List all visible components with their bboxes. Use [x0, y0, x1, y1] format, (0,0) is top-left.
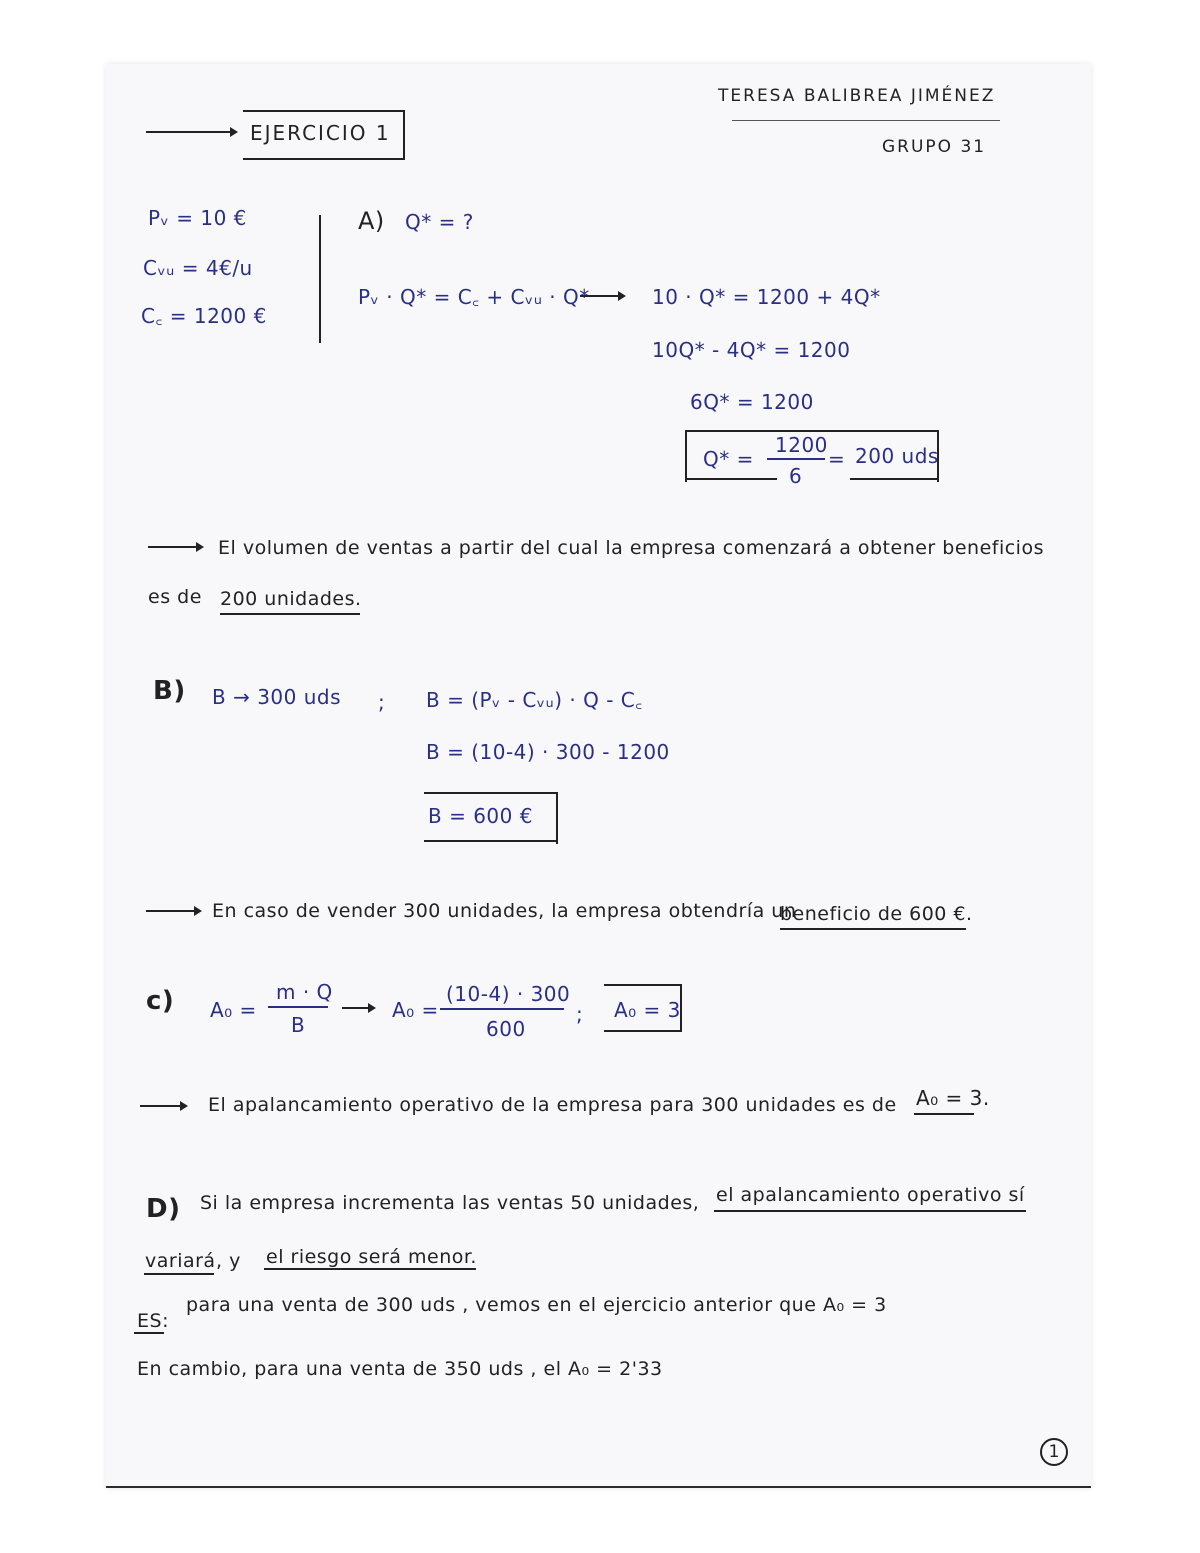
part-c-numerator: m · Q	[276, 980, 333, 1004]
fraction-bar	[767, 458, 825, 460]
part-b-result-box-right	[556, 792, 558, 844]
part-d-example-line-1: para una venta de 300 uds , vemos en el ejercicio anterior que A₀ = 3	[186, 1294, 887, 1316]
arrow-icon	[342, 1001, 376, 1015]
part-c-conclusion-highlight: A₀ = 3.	[916, 1086, 990, 1110]
part-d-line-2-highlight-a: variará	[145, 1250, 216, 1272]
underline	[144, 1273, 214, 1275]
part-b-given: B → 300 uds	[212, 685, 342, 709]
part-a-result-box-bottom	[685, 478, 777, 480]
part-a-result-box-bottom-2	[850, 478, 939, 480]
part-a-label: A)	[358, 207, 385, 235]
part-a-equation-substituted: 10 · Q* = 1200 + 4Q*	[652, 285, 881, 309]
part-a-result-lhs: Q* =	[703, 447, 754, 471]
part-d-label: D)	[146, 1194, 181, 1224]
given-price: Pᵥ = 10 €	[148, 206, 247, 230]
part-b-separator: ;	[378, 690, 386, 714]
givens-divider	[319, 215, 321, 343]
part-b-result: B = 600 €	[428, 804, 533, 828]
part-b-conclusion: En caso de vender 300 unidades, la empresa obtendría un	[212, 900, 797, 922]
underline	[134, 1332, 164, 1334]
part-a-step-2: 6Q* = 1200	[690, 390, 814, 414]
part-c-denominator: B	[291, 1013, 306, 1037]
underline	[220, 613, 360, 615]
part-c-result-box-bottom	[604, 1030, 682, 1032]
part-d-line-2-highlight-b: el riesgo será menor.	[266, 1246, 477, 1268]
part-a-question: Q* = ?	[405, 210, 474, 234]
part-a-equation: Pᵥ · Q* = C꜀ + Cᵥᵤ · Q*	[358, 285, 590, 309]
part-c-conclusion: El apalancamiento operativo de la empresa para 300 unidades es de	[208, 1094, 897, 1116]
part-d-example-line-2: En cambio, para una venta de 350 uds , el A₀ = 2'33	[137, 1358, 663, 1380]
part-c-result: A₀ = 3	[614, 998, 681, 1022]
underline	[714, 1210, 1026, 1212]
part-a-result-denominator: 6	[789, 464, 803, 488]
paper-sheet	[106, 64, 1091, 1488]
part-c-lhs-2: A₀ =	[392, 998, 439, 1022]
part-d-line-2-mid: , y	[216, 1250, 241, 1272]
underline	[264, 1268, 476, 1270]
underline	[780, 928, 966, 930]
part-d-line-1: Si la empresa incrementa las ventas 50 unidades,	[200, 1192, 700, 1214]
part-c-result-box-top	[604, 984, 682, 986]
part-c-lhs: A₀ =	[210, 998, 257, 1022]
part-a-conclusion-highlight: 200 unidades.	[220, 588, 362, 610]
part-a-result-equals: =	[828, 447, 846, 471]
given-variable-cost: Cᵥᵤ = 4€/u	[143, 256, 253, 280]
group-label: GRUPO 31	[882, 137, 987, 157]
part-a-result-value: 200 uds	[855, 444, 939, 468]
part-b-result-box-top	[424, 792, 558, 794]
author-underline	[732, 120, 1000, 121]
part-a-result-numerator: 1200	[775, 433, 828, 457]
part-c-numerator-2: (10-4) · 300	[446, 982, 571, 1006]
arrow-icon	[148, 540, 204, 554]
arrow-icon	[580, 289, 626, 303]
part-b-result-box-bottom	[424, 840, 558, 842]
part-d-line-1-highlight: el apalancamiento operativo sí	[716, 1184, 1025, 1206]
part-a-conclusion-prefix: es de	[148, 586, 202, 608]
exercise-title: EJERCICIO 1	[250, 121, 391, 145]
fraction-bar	[268, 1006, 328, 1008]
page-number: 1	[1040, 1438, 1068, 1466]
part-c-separator: ;	[576, 1002, 584, 1026]
part-c-denominator-2: 600	[486, 1017, 526, 1041]
part-b-label: B)	[153, 676, 186, 706]
arrow-icon	[146, 904, 202, 918]
part-b-substitution: B = (10-4) · 300 - 1200	[426, 740, 670, 764]
part-b-conclusion-highlight: beneficio de 600 €.	[780, 903, 973, 925]
author-name: TERESA BALIBREA JIMÉNEZ	[718, 86, 996, 106]
part-a-conclusion-line-1: El volumen de ventas a partir del cual la empresa comenzará a obtener beneficios	[218, 537, 1044, 559]
part-a-step-1: 10Q* - 4Q* = 1200	[652, 338, 851, 362]
part-c-label: c)	[146, 986, 175, 1016]
part-b-formula: B = (Pᵥ - Cᵥᵤ) · Q - C꜀	[426, 688, 643, 712]
underline	[914, 1113, 974, 1115]
part-d-example-prefix: ES:	[137, 1310, 169, 1332]
given-fixed-cost: C꜀ = 1200 €	[141, 304, 267, 328]
fraction-bar	[440, 1008, 564, 1010]
paper-edge	[106, 1486, 1091, 1488]
arrow-icon	[146, 124, 238, 140]
arrow-icon	[140, 1099, 188, 1113]
